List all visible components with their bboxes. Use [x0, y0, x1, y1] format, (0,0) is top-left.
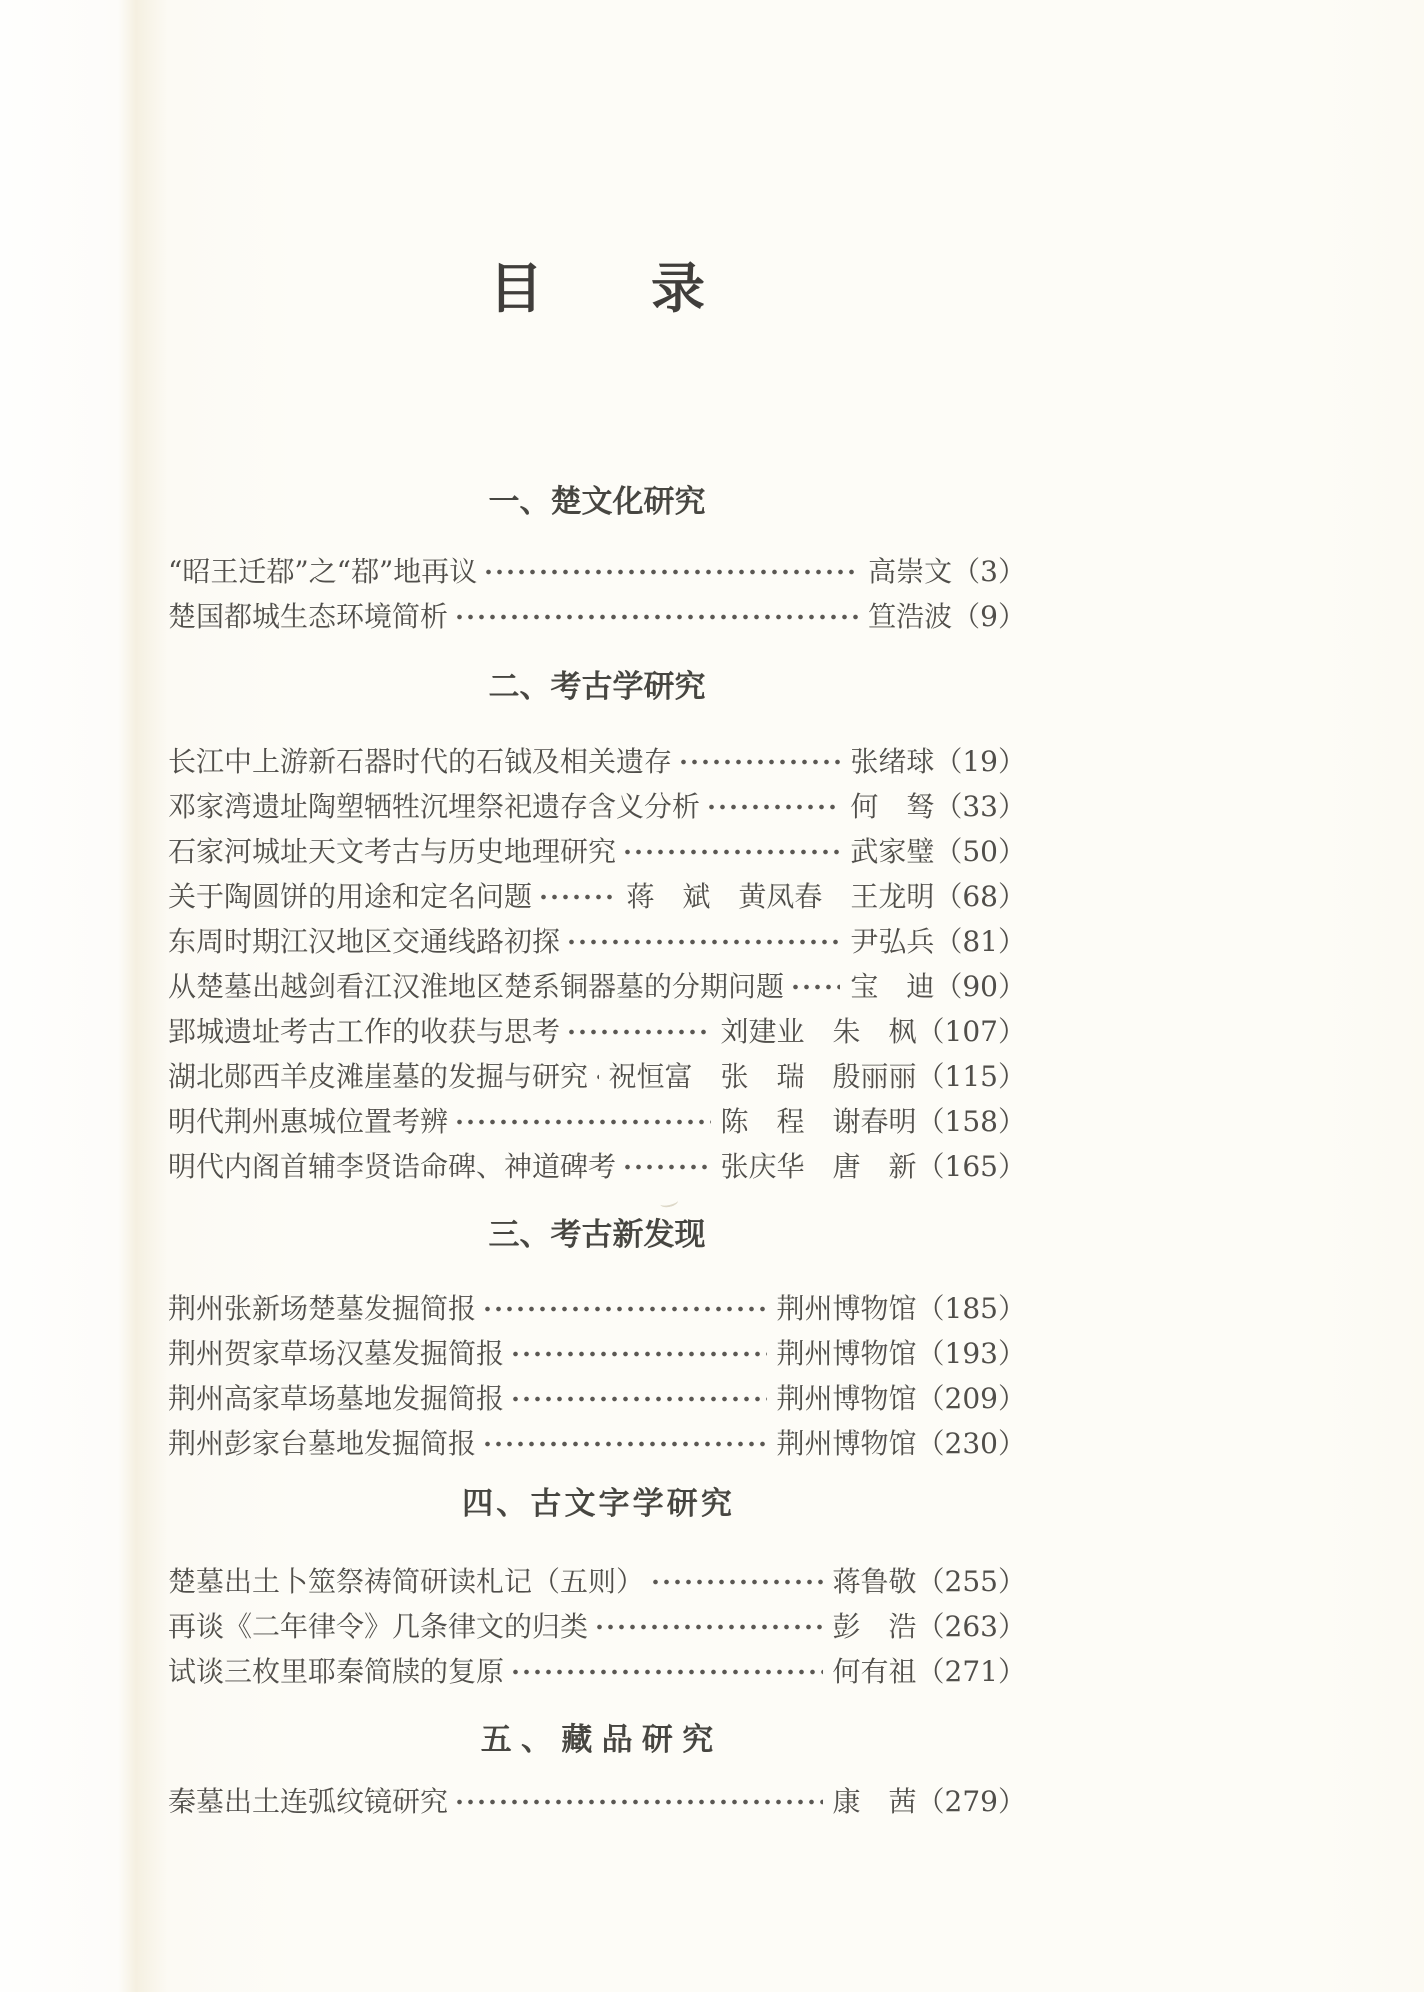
entry-page: （230） — [916, 1427, 1026, 1460]
dot-leader — [594, 1073, 599, 1081]
dot-leader — [594, 1623, 823, 1631]
section-heading: 四、古文字学研究 — [462, 1486, 735, 1522]
entry-authors: 荆州博物馆 — [776, 1337, 917, 1370]
entry-page: （263） — [916, 1610, 1026, 1643]
entry-title: 石家河城址天文考古与历史地理研究 — [168, 835, 617, 868]
entry-title: 楚墓出土卜筮祭祷简研读札记（五则） — [168, 1565, 645, 1598]
entry-page: （19） — [934, 745, 1026, 778]
entry-title: 明代荆州惠城位置考辨 — [168, 1105, 449, 1138]
section-entries — [168, 1779, 1026, 1824]
entry-page: （158） — [916, 1105, 1026, 1138]
toc-entry — [168, 1331, 1026, 1376]
toc-entry — [168, 1376, 1026, 1421]
dot-leader — [538, 893, 616, 901]
entry-ref — [868, 549, 1026, 594]
toc-section-4 — [168, 1482, 1026, 1694]
toc-section-1 — [168, 480, 1026, 639]
dot-leader — [650, 1578, 823, 1586]
entry-ref — [777, 1331, 1026, 1376]
entry-authors: 康 茜 — [832, 1785, 917, 1818]
dot-leader — [678, 758, 840, 766]
entry-page: （90） — [934, 970, 1026, 1003]
dot-leader — [622, 848, 840, 856]
dot-leader — [566, 1028, 711, 1036]
entry-authors: 何有祖 — [832, 1655, 917, 1688]
entry-ref — [777, 1421, 1026, 1466]
dot-leader — [510, 1395, 767, 1403]
entry-title: “昭王迁鄀”之“鄀”地再议 — [168, 555, 478, 588]
toc-section-5 — [168, 1718, 1026, 1824]
entry-ref — [833, 1779, 1026, 1824]
entry-page: （68） — [934, 880, 1026, 913]
entry-ref — [626, 874, 1026, 919]
entry-ref — [850, 784, 1026, 829]
entry-authors: 蒋鲁敬 — [832, 1565, 917, 1598]
toc-entry — [168, 549, 1026, 594]
entry-authors: 彭 浩 — [832, 1610, 917, 1643]
entry-title: 荆州张新场楚墓发掘简报 — [168, 1292, 477, 1325]
entry-page: （81） — [934, 925, 1026, 958]
entry-authors: 蒋 斌 黄凤春 王龙明 — [626, 880, 935, 913]
entry-page: （271） — [916, 1655, 1026, 1688]
toc-entry — [168, 874, 1026, 919]
entry-authors: 荆州博物馆 — [776, 1427, 917, 1460]
entry-page: （165） — [916, 1150, 1026, 1183]
entry-title: 试谈三枚里耶秦简牍的复原 — [168, 1655, 505, 1688]
dot-leader — [454, 613, 858, 621]
section-heading: 三、考古新发现 — [488, 1217, 706, 1253]
entry-title: 湖北郧西羊皮滩崖墓的发掘与研究 — [168, 1060, 589, 1093]
entry-ref — [833, 1604, 1026, 1649]
toc-entry — [168, 1009, 1026, 1054]
dot-leader — [706, 803, 840, 811]
entry-authors: 荆州博物馆 — [776, 1292, 917, 1325]
entry-ref — [833, 1559, 1026, 1604]
entry-title: 楚国都城生态环境简析 — [168, 600, 449, 633]
entry-authors: 宝 迪 — [850, 970, 935, 1003]
entry-ref — [850, 964, 1026, 1009]
page-title: 目 录 — [489, 256, 732, 320]
entry-authors: 尹弘兵 — [850, 925, 935, 958]
toc-entry — [168, 964, 1026, 1009]
entry-page: （107） — [916, 1015, 1026, 1048]
section-entries — [168, 549, 1026, 639]
toc-entry — [168, 594, 1026, 639]
entry-title: 关于陶圆饼的用途和定名问题 — [168, 880, 533, 913]
entry-page: （185） — [916, 1292, 1026, 1325]
dot-leader — [483, 568, 858, 576]
dot-leader — [790, 983, 840, 991]
entry-authors: 武家璧 — [850, 835, 935, 868]
toc-entry — [168, 829, 1026, 874]
entry-title: 再谈《二年律令》几条律文的归类 — [168, 1610, 589, 1643]
toc-page — [168, 0, 1026, 1824]
entry-title: 明代内阁首辅李贤诰命碑、神道碑考 — [168, 1150, 617, 1183]
entry-page: （193） — [916, 1337, 1026, 1370]
entry-title: 郢城遗址考古工作的收获与思考 — [168, 1015, 561, 1048]
section-heading: 五、藏品研究 — [480, 1722, 723, 1758]
entry-authors: 张绪球 — [850, 745, 935, 778]
dot-leader — [622, 1163, 711, 1171]
entry-page: （50） — [934, 835, 1026, 868]
entry-page: （255） — [916, 1565, 1026, 1598]
toc-entry — [168, 784, 1026, 829]
dot-leader — [510, 1668, 823, 1676]
entry-ref — [609, 1054, 1026, 1099]
dot-leader — [454, 1118, 711, 1126]
toc-entry — [168, 1559, 1026, 1604]
section-heading: 二、考古学研究 — [488, 669, 706, 705]
toc-section-3 — [168, 1213, 1026, 1466]
entry-page: （279） — [916, 1785, 1026, 1818]
dot-leader — [510, 1350, 767, 1358]
entry-authors: 刘建业 朱 枫 — [720, 1015, 917, 1048]
section-entries — [168, 1286, 1026, 1466]
section-entries — [168, 739, 1026, 1189]
entry-page: （9） — [952, 600, 1026, 633]
entry-title: 荆州高家草场墓地发掘简报 — [168, 1382, 505, 1415]
dot-leader — [482, 1440, 767, 1448]
toc-entry — [168, 1649, 1026, 1694]
entry-page: （115） — [916, 1060, 1026, 1093]
dot-leader — [454, 1798, 823, 1806]
entry-ref — [777, 1376, 1026, 1421]
entry-ref — [850, 919, 1026, 964]
entry-authors: 陈 程 谢春明 — [720, 1105, 917, 1138]
entry-title: 荆州彭家台墓地发掘简报 — [168, 1427, 477, 1460]
toc-entry — [168, 1779, 1026, 1824]
entry-authors: 何 驽 — [850, 790, 935, 823]
entry-page: （33） — [934, 790, 1026, 823]
dot-leader — [482, 1305, 767, 1313]
section-heading: 一、楚文化研究 — [488, 484, 706, 520]
entry-ref — [721, 1099, 1026, 1144]
entry-page: （209） — [916, 1382, 1026, 1415]
toc-entry — [168, 1144, 1026, 1189]
toc-entry — [168, 739, 1026, 784]
entry-ref — [868, 594, 1026, 639]
entry-title: 秦墓出土连弧纹镜研究 — [168, 1785, 449, 1818]
entry-ref — [777, 1286, 1026, 1331]
entry-authors: 荆州博物馆 — [776, 1382, 917, 1415]
toc-entry — [168, 1054, 1026, 1099]
toc-entry — [168, 1286, 1026, 1331]
entry-page: （3） — [952, 555, 1026, 588]
entry-title: 东周时期江汉地区交通线路初探 — [168, 925, 561, 958]
entry-ref — [721, 1009, 1026, 1054]
section-entries — [168, 1559, 1026, 1694]
entry-authors: 高崇文 — [868, 555, 953, 588]
entry-title: 邓家湾遗址陶塑牺牲沉埋祭祀遗存含义分析 — [168, 790, 701, 823]
entry-authors: 张庆华 唐 新 — [720, 1150, 917, 1183]
dot-leader — [566, 938, 840, 946]
toc-entry — [168, 1421, 1026, 1466]
toc-entry — [168, 919, 1026, 964]
toc-entry — [168, 1099, 1026, 1144]
toc-section-2 — [168, 665, 1026, 1189]
entry-authors: 祝恒富 张 瑞 殷丽丽 — [608, 1060, 917, 1093]
entry-ref — [833, 1649, 1026, 1694]
entry-title: 从楚墓出越剑看江汉淮地区楚系铜器墓的分期问题 — [168, 970, 785, 1003]
entry-authors: 笪浩波 — [868, 600, 953, 633]
toc-entry — [168, 1604, 1026, 1649]
entry-title: 荆州贺家草场汉墓发掘简报 — [168, 1337, 505, 1370]
entry-ref — [850, 829, 1026, 874]
entry-title: 长江中上游新石器时代的石钺及相关遗存 — [168, 745, 673, 778]
entry-ref — [721, 1144, 1026, 1189]
entry-ref — [850, 739, 1026, 784]
